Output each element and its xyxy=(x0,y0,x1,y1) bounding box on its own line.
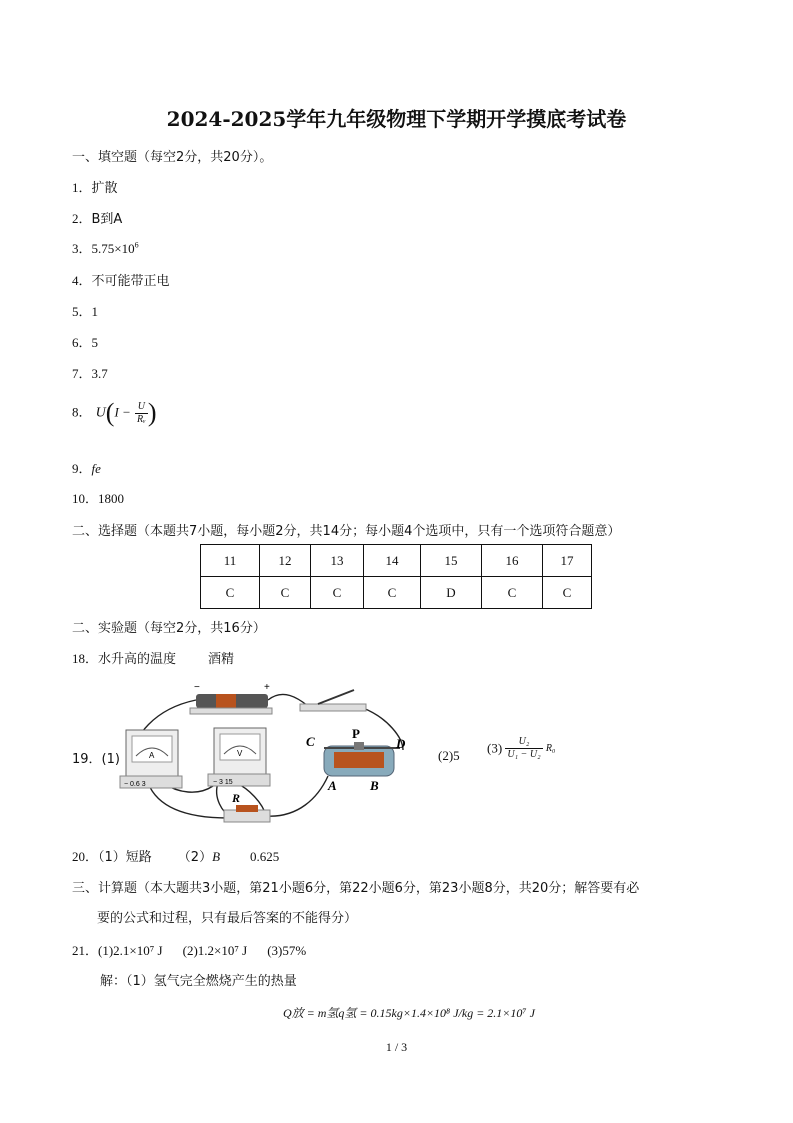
answer-20: 20．（1）短路 （2）B 0.625 xyxy=(72,849,280,865)
answer-19-label: 19．(1) xyxy=(72,752,120,767)
rheostat-d-label: D xyxy=(396,736,406,751)
table-cell: 12 xyxy=(260,545,311,577)
solution-intro: 解：（1）氢气完全燃烧产生的热量 xyxy=(100,974,297,989)
answer-19-part2: (2)5 xyxy=(438,748,460,763)
section-fill-in-heading: 一、填空题（每空2分，共20分）。 xyxy=(72,150,273,165)
answer-5: 5．1 xyxy=(72,304,99,319)
choice-answer-table xyxy=(200,544,592,609)
rheostat-b-label: B xyxy=(370,778,379,793)
rheostat-a-label: A xyxy=(328,778,337,793)
answer-19-part3: (3) $\frac{\text{U₂}}{\text{U₁ − U₂}}$ R₀ xyxy=(487,736,556,760)
answer-9: 9．fe xyxy=(72,461,101,476)
battery-minus-label: − xyxy=(194,682,200,693)
answer-1: 1．扩散 xyxy=(72,180,118,196)
table-cell: C xyxy=(364,577,421,609)
table-cell: C xyxy=(311,577,364,609)
section-choice-heading: 二、选择题（本题共7小题，每小题2分，共14分；每小题4个选项中，只有一个选项符合题意） xyxy=(72,524,621,539)
wire xyxy=(266,776,328,816)
answer-4: 4．不可能带正电 xyxy=(72,273,170,289)
answer-18: 18．水升高的温度 酒精 xyxy=(72,651,235,667)
voltmeter-letter: V xyxy=(237,749,243,758)
table-cell: 16 xyxy=(482,545,543,577)
table-cell: C xyxy=(543,577,592,609)
rheostat-p-label: P xyxy=(352,726,360,741)
section-experiment-heading: 二、实验题（每空2分，共16分） xyxy=(72,621,266,636)
table-cell: 14 xyxy=(364,545,421,577)
answer-7: 7．3.7 xyxy=(72,366,108,381)
table-row xyxy=(201,577,592,609)
rheostat-c-label: C xyxy=(306,734,315,749)
resistor-label: R xyxy=(232,791,241,805)
table-cell: 17 xyxy=(543,545,592,577)
switch-icon xyxy=(300,704,366,711)
battery-plus-label: + xyxy=(264,682,270,693)
table-row xyxy=(201,545,592,577)
section-calc-heading: 三、计算题（本大题共3小题，第21小题6分，第22小题6分，第23小题8分，共20分；解答要有必 xyxy=(72,881,640,896)
answer-2: 2．B到A xyxy=(72,211,123,227)
answer-8: 8． U(I − $\frac{U}{\text{Rᵥ}}$ ) xyxy=(72,398,157,427)
table-cell: 13 xyxy=(311,545,364,577)
answer-6: 6．5 xyxy=(72,335,99,350)
page-title: 2024-2025学年九年级物理下学期开学摸底考试卷 xyxy=(166,107,627,131)
answer-10: 10．1800 xyxy=(72,491,125,506)
answer-21: 21．(1)2.1×10⁷ J (2)1.2×10⁷ J (3)57% xyxy=(72,943,307,958)
table-cell: 11 xyxy=(201,545,260,577)
ammeter-scale: − 0.6 3 xyxy=(124,781,146,788)
table-cell: C xyxy=(260,577,311,609)
answer-3: 3．$5.75\times 10^6$ xyxy=(72,240,139,256)
circuit-diagram xyxy=(118,678,418,828)
ammeter-letter: A xyxy=(149,751,155,760)
voltmeter-scale: − 3 15 xyxy=(213,779,233,786)
solution-formula: Q放 = m氢q氢 = 0.15kg×1.4×10⁸ J/kg = 2.1×10⁷ J xyxy=(283,1006,535,1020)
table-cell: D xyxy=(421,577,482,609)
table-cell: C xyxy=(482,577,543,609)
section-calc-heading-cont: 要的公式和过程，只有最后答案的不能得分） xyxy=(97,911,358,926)
table-cell: 15 xyxy=(421,545,482,577)
table-cell: C xyxy=(201,577,260,609)
page-number: 1 / 3 xyxy=(385,1040,408,1054)
